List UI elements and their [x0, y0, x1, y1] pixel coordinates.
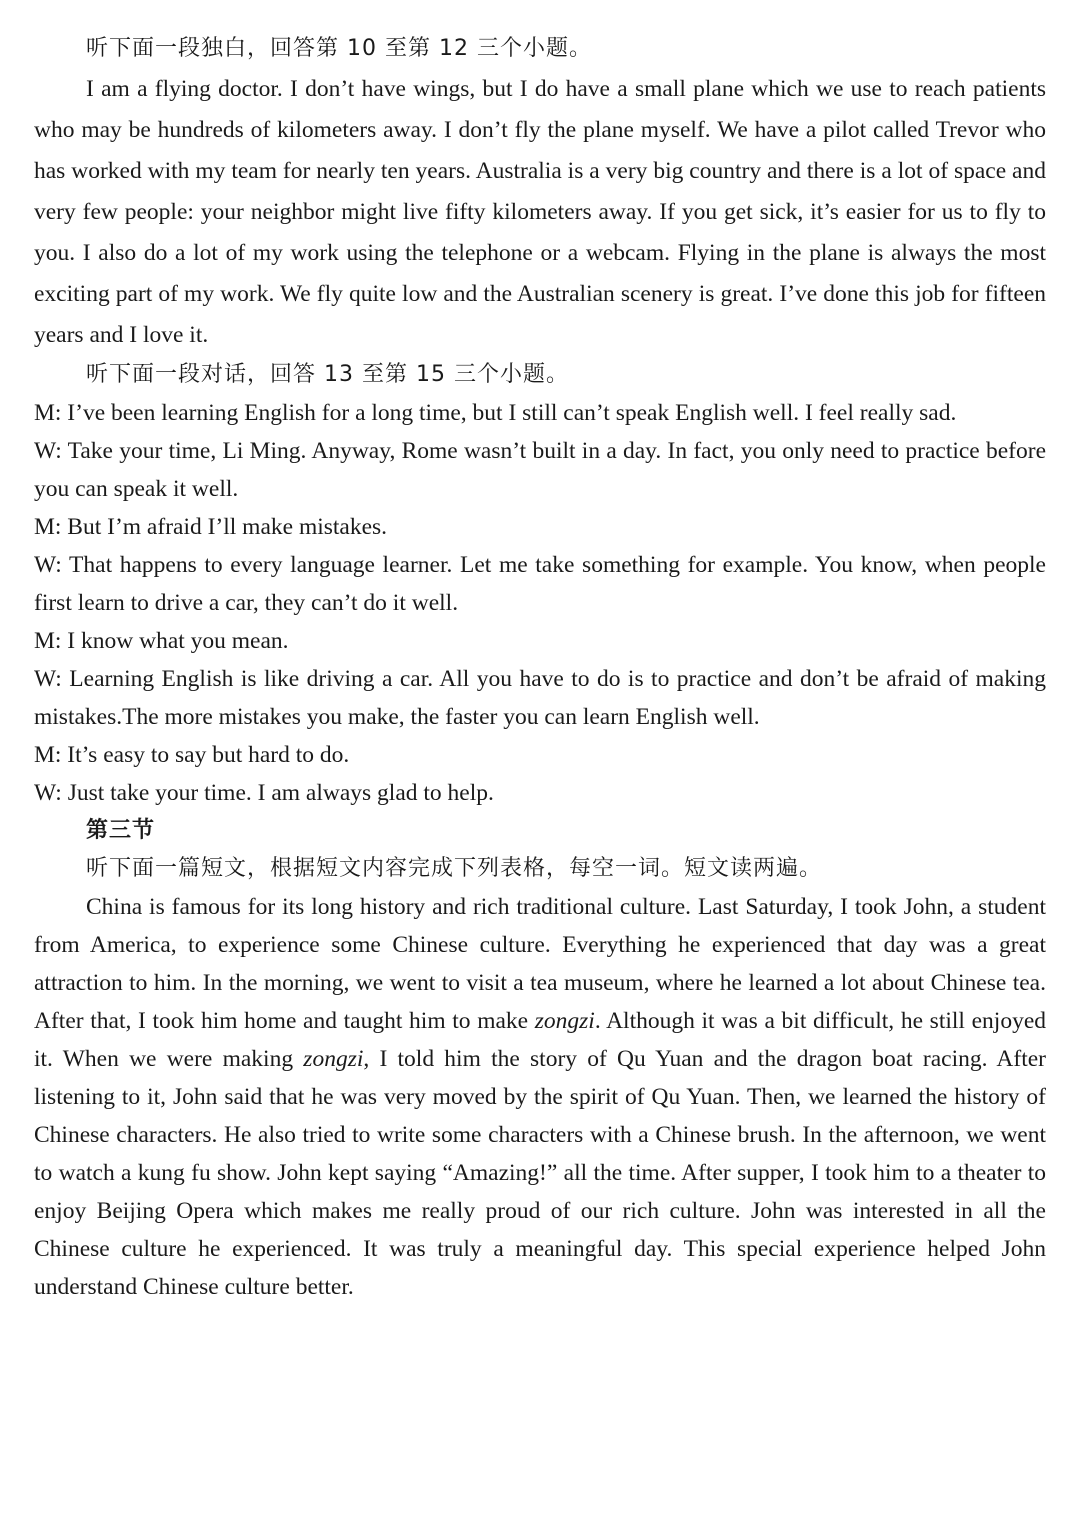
document-page	[34, 28, 1046, 1306]
section2-heading: 听下面一段对话，回答 13 至第 15 三个小题。	[86, 362, 569, 387]
dialogue	[34, 394, 1046, 812]
dialogue-line: W: Learning English is like driving a car. All you have to do is to practice and don’t be afraid of making mistakes.The more mistakes you make, the faster you can learn English well.	[34, 666, 1046, 730]
dialogue-line: W: Take your time, Li Ming. Anyway, Rome wasn’t built in a day. In fact, you only need to practice before you can speak it well.	[34, 438, 1046, 502]
monologue-paragraph: I am a flying doctor. I don’t have wings, but I do have a small plane which we use to reach patients who may be hundreds of kilometers away. I don’t fly the plane myself. We have a pilot called Trevor who has worked with my team for nearly ten years. Australia is a very big country and there is a lot of space and very few people: your neighbor might live fifty kilometers away. If you get sick, it’s easier for us to fly to you. I also do a lot of my work using the telephone or a webcam. Flying in the plane is always the most exciting part of my work. We fly quite low and the Australian scenery is great. I’ve done this job for fifteen years and I love it.	[34, 76, 1046, 348]
dialogue-line: M: But I’m afraid I’ll make mistakes.	[34, 514, 388, 540]
passage-text: , I told him the story of Qu Yuan and the dragon boat racing. After listening to it, John said that he was very moved by the spirit of Qu Yuan. Then, we learned the history of Chinese characters. He also tried to write some characters with a Chinese brush. In the afternoon, we went to watch a kung fu show. John kept saying “Amazing!” all the time. After supper, I took him to a theater to enjoy Beijing Opera which makes me really proud of our rich culture. John was interested in all the Chinese culture he experienced. It was truly a meaningful day. This special experience helped John understand Chinese culture better.	[34, 1046, 1046, 1300]
section3-instruction: 听下面一篇短文，根据短文内容完成下列表格，每空一词。短文读两遍。	[86, 856, 823, 881]
passage-text: China is famous for its long history and rich traditional culture. Last Saturday, I took John, a student from America, to experience some Chinese culture. Everything he experienced that day was a great attraction to him. In the morning, we went to visit a tea museum, where he learned a lot about Chinese tea. After that, I took him home and taught him to make	[34, 894, 1046, 1034]
dialogue-line: M: I know what you mean.	[34, 628, 289, 654]
section3-title: 第三节	[86, 818, 156, 843]
dialogue-line: W: That happens to every language learner. Let me take something for example. You know, when people first learn to drive a car, they can’t do it well.	[34, 552, 1046, 616]
zongzi-term: zongzi	[534, 1008, 595, 1034]
zongzi-term: zongzi	[303, 1046, 364, 1072]
passage-text: . Although it was a bit difficult, he still enjoyed it. When we were making	[34, 1008, 1046, 1072]
culture-passage	[34, 888, 1046, 1306]
dialogue-line: W: Just take your time. I am always glad to help.	[34, 780, 494, 806]
dialogue-line: M: I’ve been learning English for a long time, but I still can’t speak English well. I feel really sad.	[34, 400, 957, 426]
dialogue-line: M: It’s easy to say but hard to do.	[34, 742, 350, 768]
section1-heading: 听下面一段独白，回答第 10 至第 12 三个小题。	[86, 36, 592, 61]
